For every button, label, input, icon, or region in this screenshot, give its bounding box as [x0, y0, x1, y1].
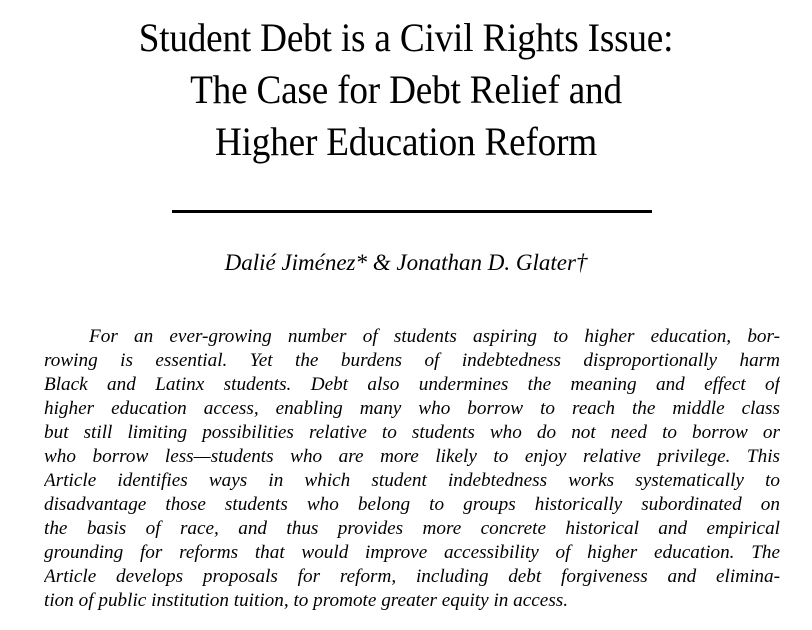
abstract-line: rowing is essential. Yet the burdens of indebtedness disproportionally harm	[44, 350, 780, 371]
abstract-line: Article identifies ways in which student indebtedness works systematically to	[44, 470, 780, 491]
title-divider-rule	[172, 210, 652, 213]
title-line-2: The Case for Debt Relief and	[190, 67, 622, 112]
abstract-line: the basis of race, and thus provides more concrete historical and empirical	[44, 518, 780, 539]
abstract-line: but still limiting possibilities relative to students who do not need to borrow or	[44, 422, 780, 443]
abstract-line: tion of public institution tuition, to promote greater equity in access.	[44, 590, 569, 611]
abstract-line: grounding for reforms that would improve accessibility of higher education. The	[44, 542, 780, 563]
title-line-1: Student Debt is a Civil Rights Issue:	[138, 15, 674, 60]
abstract-line: Black and Latinx students. Debt also undermines the meaning and effect of	[44, 374, 780, 395]
abstract-line: who borrow less—students who are more likely to enjoy relative privilege. This	[44, 446, 780, 467]
author-byline: Dalié Jiménez* & Jonathan D. Glater†	[224, 250, 588, 275]
abstract-paragraph	[44, 325, 780, 613]
title-line-3: Higher Education Reform	[214, 119, 598, 164]
abstract-line: disadvantage those students who belong to groups historically subordinated on	[44, 494, 780, 515]
article-title	[0, 12, 812, 168]
abstract-line: For an ever-growing number of students aspiring to higher education, bor-	[89, 326, 780, 347]
abstract-line: Article develops proposals for reform, including debt forgiveness and elimina-	[44, 566, 780, 587]
abstract-line: higher education access, enabling many who borrow to reach the middle class	[44, 398, 780, 419]
